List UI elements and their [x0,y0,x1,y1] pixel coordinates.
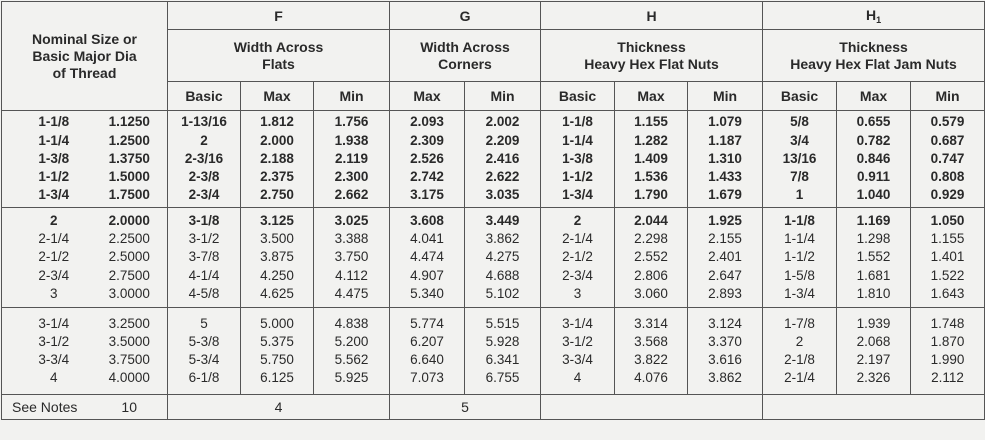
nominal-fraction: 1-1/4 [38,132,70,148]
nominal-header-line: Basic Major Dia [32,47,137,64]
cell-value: 5-3/4 [188,352,220,367]
cell-value: 3-3/4 [562,352,593,367]
f-desc-line: Width Across [233,38,324,55]
cell-value: 2.552 [634,249,668,265]
h1-desc-line: Heavy Hex Flat Jam Nuts [790,55,957,72]
value-cell [688,308,763,395]
cell-value: 3.314 [634,315,668,331]
h1-desc-line: Thickness [839,38,908,55]
sub-header: Min [314,82,390,111]
notes-nominal-ref: 10 [121,399,137,415]
cell-value: 0.846 [856,150,891,166]
nominal-decimal: 1.3750 [108,150,150,166]
nominal-fraction: 2-3/4 [38,267,70,283]
nominal-decimal: 2.7500 [108,267,150,283]
cell-value: 4.076 [634,370,668,386]
nominal-size-line [2,150,167,168]
value-cell [390,111,465,208]
cell-value: 1.756 [334,114,369,130]
cell-value: 1.552 [856,249,891,265]
cell-value: 2-3/16 [184,150,224,166]
cell-value: 1-7/8 [784,315,815,331]
sub-header: Max [241,82,314,111]
cell-value: 3.822 [634,352,668,367]
cell-value: 4-1/4 [188,267,220,283]
nominal-size-line [2,212,167,230]
value-cell [241,208,314,308]
column-group-g-letter [390,2,541,30]
nominal-fraction: 1-1/2 [38,169,70,185]
cell-value: 3.388 [334,231,369,247]
value-cell [465,308,541,395]
cell-value: 1-3/8 [562,150,593,166]
value-cell [688,208,763,308]
nominal-size-line [2,132,167,150]
nominal-size-line [2,285,167,303]
cell-value: 6.755 [485,370,520,386]
cell-value: 1.040 [856,187,891,203]
g-letter: G [459,7,471,24]
nominal-decimal: 3.0000 [108,285,150,301]
cell-value: 2.526 [410,150,444,166]
cell-value: 2.298 [634,231,668,247]
value-cell [168,308,241,395]
value-cell [763,111,837,208]
cell-value: 2.112 [931,370,964,386]
cell-value: 5.200 [334,333,369,349]
cell-value: 4.474 [410,249,444,265]
cell-value: 2-1/4 [562,231,593,247]
cell-value: 2.309 [410,132,444,148]
cell-value: 5.515 [485,315,520,331]
nominal-size-line [2,113,167,131]
cell-value: 3.862 [485,231,520,247]
f-letter: F [274,7,283,24]
h1-letter: H [865,6,877,23]
h-desc-line: Thickness [617,38,686,55]
cell-value: 1.790 [634,187,668,203]
cell-value: 2.750 [260,187,294,203]
nominal-fraction: 3-1/2 [38,333,70,349]
cell-value: 1.409 [634,150,668,166]
cell-value: 1.938 [334,132,369,148]
cell-value: 1.925 [708,212,742,228]
cell-value: 5-3/8 [188,333,220,349]
nominal-header-line: Nominal Size or [31,30,138,47]
cell-value: 3.175 [410,187,444,203]
nominal-fraction: 3 [49,285,58,301]
cell-value: 2.647 [708,267,742,283]
cell-value: 1.155 [634,114,668,130]
notes-h-ref [541,395,763,420]
value-cell [314,111,390,208]
cell-value: 2.155 [708,231,742,247]
cell-value: 3 [573,285,582,301]
table-row-group [2,208,985,308]
value-cell [615,111,688,208]
cell-value: 0.911 [857,169,891,185]
column-group-h1-letter [763,2,985,30]
nominal-size-line [2,230,167,248]
cell-value: 3-1/2 [188,231,220,247]
value-cell [241,308,314,395]
cell-value: 1.310 [708,150,742,166]
cell-value: 0.579 [930,114,965,130]
g-desc-line: Width Across [420,38,510,55]
cell-value: 3.125 [260,212,294,228]
cell-value: 1-1/2 [562,169,593,185]
sub-header: Max [615,82,688,111]
value-cell [168,111,241,208]
nominal-decimal: 3.2500 [108,315,150,331]
nominal-fraction: 2 [49,212,58,228]
cell-value: 2.742 [410,169,444,185]
cell-value: 3.608 [410,212,444,228]
value-cell [911,208,985,308]
h-desc-line: Heavy Hex Flat Nuts [584,55,719,72]
nominal-size-line [2,186,167,204]
cell-value: 7/8 [790,169,809,185]
cell-value: 2.000 [260,132,294,148]
cell-value: 2.622 [485,169,520,185]
f-desc-line: Flats [262,55,295,72]
cell-value: 13/16 [782,150,817,166]
g-desc-line: Corners [438,55,492,72]
value-cell [763,208,837,308]
cell-value: 1-1/8 [784,212,815,228]
nominal-size-header [2,2,168,111]
cell-value: 3.500 [260,231,294,247]
cell-value: 2.806 [634,267,668,283]
cell-value: 5.000 [260,315,294,331]
cell-value: 5.102 [485,285,520,301]
cell-value: 5.375 [260,333,294,349]
sub-header: Basic [763,82,837,111]
h1-subscript: 1 [876,14,882,25]
nominal-size-cell [2,308,168,395]
cell-value: 3-1/8 [188,212,220,228]
cell-value: 0.782 [856,132,891,148]
nominal-size-line [2,333,167,351]
value-cell [541,111,615,208]
cell-value: 3/4 [790,132,809,148]
cell-value: 3.750 [334,249,369,265]
cell-value: 3-1/4 [562,315,593,331]
cell-value: 3.449 [485,212,520,228]
nominal-size-cell [2,111,168,208]
cell-value: 2-3/4 [188,187,220,203]
cell-value: 5.340 [410,285,444,301]
cell-value: 2 [573,212,582,228]
value-cell [837,208,911,308]
sub-header: Min [911,82,985,111]
cell-value: 1.681 [856,267,891,283]
h-letter: H [646,7,657,24]
cell-value: 1.522 [930,267,965,283]
cell-value: 3.035 [485,187,520,203]
table-row-group [2,308,985,395]
cell-value: 2.197 [856,352,891,367]
sub-header: Min [465,82,541,111]
cell-value: 3.124 [708,315,742,331]
cell-value: 1.187 [708,132,742,148]
nominal-decimal: 1.1250 [108,114,150,130]
value-cell [615,308,688,395]
value-cell [837,308,911,395]
nominal-fraction: 1-1/8 [38,114,70,130]
cell-value: 1.298 [856,231,891,247]
cell-value: 0.747 [930,150,965,166]
cell-value: 1.812 [260,114,294,130]
cell-value: 2-1/4 [784,370,815,386]
value-cell [465,208,541,308]
cell-value: 5 [200,315,208,331]
sub-header: Max [837,82,911,111]
cell-value: 2.416 [485,150,520,166]
nominal-fraction: 2-1/4 [38,231,70,247]
nominal-decimal: 4.0000 [108,370,150,386]
cell-value: 1.282 [634,132,668,148]
cell-value: 0.808 [930,169,965,185]
column-group-f-letter [168,2,390,30]
cell-value: 1-3/4 [784,285,815,301]
value-cell [541,208,615,308]
cell-value: 5/8 [790,114,809,130]
cell-value: 1.050 [930,212,965,228]
notes-h1-ref [763,395,985,420]
notes-f-ref: 4 [168,395,390,420]
cell-value: 2.326 [856,370,891,386]
cell-value: 2.119 [334,150,369,166]
sub-header: Min [688,82,763,111]
nominal-size-cell [2,208,168,308]
g-description [390,30,541,82]
value-cell [390,208,465,308]
cell-value: 1-1/4 [784,231,815,247]
cell-value: 2-1/8 [784,352,815,367]
column-group-h-letter [541,2,763,30]
nominal-decimal: 2.0000 [108,212,150,228]
h1-description [763,30,985,82]
cell-value: 2 [200,132,208,148]
cell-value: 1.079 [708,114,742,130]
cell-value: 3.616 [708,352,742,367]
cell-value: 1.870 [930,333,965,349]
cell-value: 3.568 [634,333,668,349]
nominal-size-line [2,248,167,266]
cell-value: 1-5/8 [784,267,815,283]
value-cell [168,208,241,308]
cell-value: 2.002 [485,114,520,130]
nominal-decimal: 1.7500 [108,187,150,203]
cell-value: 6-1/8 [188,370,220,386]
cell-value: 2.893 [708,285,742,301]
cell-value: 2.401 [708,249,742,265]
cell-value: 5.928 [485,333,520,349]
nominal-decimal: 1.2500 [108,132,150,148]
cell-value: 1.679 [708,187,742,203]
cell-value: 4.475 [334,285,369,301]
cell-value: 2.375 [260,169,294,185]
nominal-fraction: 4 [49,370,58,386]
cell-value: 3.370 [708,333,742,349]
cell-value: 4.838 [334,315,369,331]
cell-value: 2.044 [634,212,668,228]
nominal-fraction: 1-3/4 [38,187,70,203]
value-cell [688,111,763,208]
cell-value: 0.655 [856,114,891,130]
nominal-fraction: 3-3/4 [38,352,70,367]
cell-value: 2-3/8 [188,169,220,185]
cell-value: 5.774 [410,315,444,331]
nominal-size-line [2,351,167,369]
cell-value: 6.125 [260,370,294,386]
cell-value: 3-7/8 [188,249,220,265]
nominal-size-line [2,369,167,387]
cell-value: 3.060 [634,285,668,301]
nominal-size-line [2,168,167,186]
sub-header: Basic [541,82,615,111]
value-cell [541,308,615,395]
cell-value: 4.250 [260,267,294,283]
cell-value: 1-1/4 [562,132,593,148]
table-row-group [2,111,985,208]
f-description [168,30,390,82]
cell-value: 2.662 [334,187,369,203]
value-cell [837,111,911,208]
value-cell [241,111,314,208]
cell-value: 2.068 [856,333,891,349]
cell-value: 0.687 [930,132,965,148]
cell-value: 0.929 [930,187,965,203]
cell-value: 2.300 [334,169,369,185]
notes-nominal-cell [2,395,168,420]
cell-value: 3.875 [260,249,294,265]
nominal-decimal: 3.5000 [108,333,150,349]
value-cell [390,308,465,395]
cell-value: 2.188 [260,150,294,166]
cell-value: 6.640 [410,352,444,367]
cell-value: 4.041 [410,231,444,247]
cell-value: 1 [795,187,804,203]
nominal-decimal: 2.2500 [108,231,150,247]
cell-value: 2.093 [410,114,444,130]
see-notes-label: See Notes [12,399,78,415]
cell-value: 4-5/8 [188,285,220,301]
nominal-size-line [2,315,167,333]
nominal-decimal: 3.7500 [108,352,150,367]
cell-value: 1-13/16 [181,114,227,130]
nominal-fraction: 1-3/8 [38,150,70,166]
cell-value: 5.750 [260,352,294,367]
cell-value: 2 [795,333,804,349]
table-body [2,111,985,395]
nominal-decimal: 2.5000 [108,249,150,265]
cell-value: 2-3/4 [562,267,593,283]
cell-value: 2-1/2 [562,249,593,265]
cell-value: 1.643 [930,285,965,301]
cell-value: 1-1/8 [562,114,593,130]
value-cell [314,208,390,308]
nominal-fraction: 2-1/2 [38,249,70,265]
sub-header: Max [390,82,465,111]
cell-value: 1.433 [708,169,742,185]
cell-value: 4.112 [335,267,368,283]
cell-value: 1.155 [930,231,965,247]
cell-value: 5.925 [334,370,369,386]
cell-value: 4.625 [260,285,294,301]
nominal-decimal: 1.5000 [108,169,150,185]
value-cell [911,308,985,395]
cell-value: 1.536 [634,169,668,185]
cell-value: 7.073 [410,370,444,386]
value-cell [763,308,837,395]
value-cell [615,208,688,308]
nominal-header-line: of Thread [52,64,117,81]
nominal-fraction: 3-1/4 [38,315,70,331]
cell-value: 1.810 [856,285,891,301]
cell-value: 2.209 [485,132,520,148]
sub-header: Basic [168,82,241,111]
cell-value: 4.688 [485,267,520,283]
cell-value: 4 [573,370,582,386]
notes-g-ref: 5 [390,395,541,420]
cell-value: 3-1/2 [562,333,593,349]
cell-value: 1-3/4 [562,187,593,203]
cell-value: 6.207 [410,333,444,349]
h-description [541,30,763,82]
cell-value: 4.907 [410,267,444,283]
nut-dimensions-table [1,1,985,420]
value-cell [911,111,985,208]
cell-value: 1.748 [930,315,965,331]
cell-value: 3.025 [334,212,369,228]
cell-value: 1.169 [856,212,891,228]
cell-value: 1.401 [930,249,965,265]
cell-value: 6.341 [485,352,520,367]
cell-value: 4.275 [485,249,520,265]
value-cell [465,111,541,208]
cell-value: 1.939 [856,315,891,331]
cell-value: 3.862 [708,370,742,386]
nominal-size-line [2,267,167,285]
value-cell [314,308,390,395]
cell-value: 5.562 [334,352,369,367]
cell-value: 1-1/2 [784,249,815,265]
cell-value: 1.990 [930,352,965,367]
